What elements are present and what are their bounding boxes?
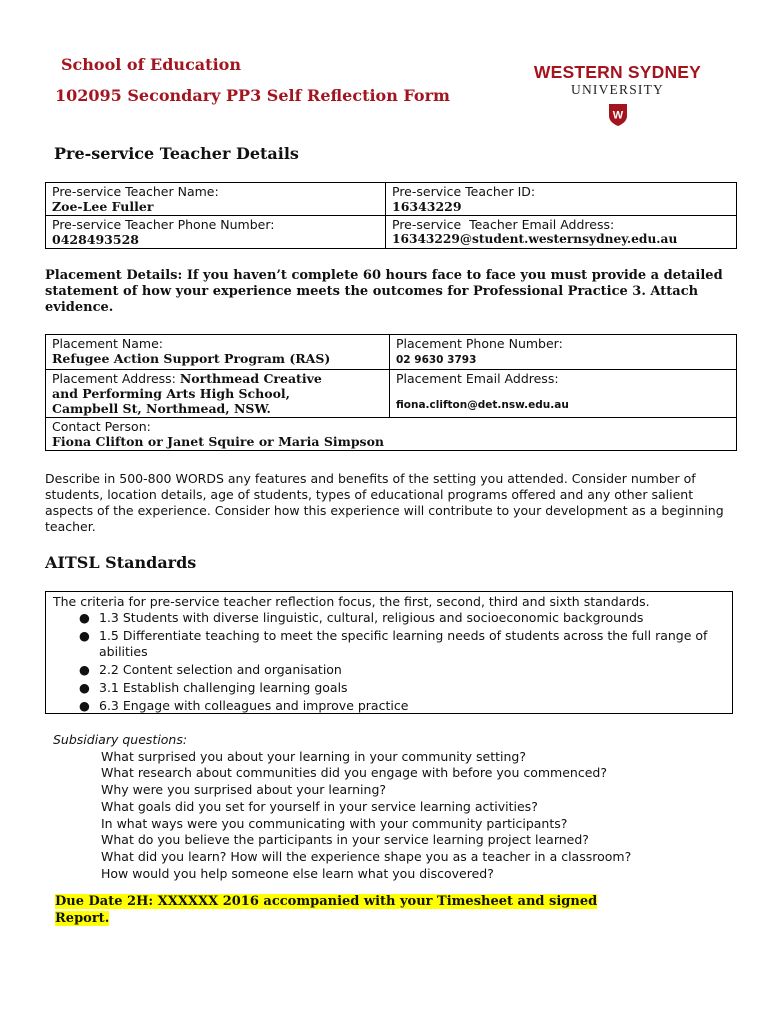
teacher-email-value: 16343229@student.westernsydney.edu.au xyxy=(392,232,678,246)
teacher-details-heading: Pre-service Teacher Details xyxy=(54,144,299,163)
placement-table xyxy=(45,334,737,451)
aitsl-standards-list xyxy=(46,610,726,716)
contact-person-label: Contact Person: xyxy=(52,419,151,434)
logo-line-2: UNIVERSITY xyxy=(571,82,664,97)
subsidiary-title: Subsidiary questions: xyxy=(53,732,188,747)
university-logo xyxy=(530,62,705,131)
due-date-notice xyxy=(55,893,597,927)
bullet-icon: ● xyxy=(79,680,90,695)
logo-line-1: WESTERN SYDNEY xyxy=(533,62,702,82)
question-item: What goals did you set for yourself in your service learning activities? xyxy=(101,798,538,814)
question-item: What research about communities did you engage with before you commenced? xyxy=(101,765,607,781)
teacher-email-cell xyxy=(386,216,737,249)
placement-address-line-1: Northmead Creative xyxy=(179,371,322,386)
placement-name-label: Placement Name: xyxy=(52,336,163,351)
question-item: What did you learn? How will the experience shape you as a teacher in a classroom? xyxy=(101,848,632,864)
list-item: ● 1.5 Differentiate teaching to meet the specific learning needs of students across the full range of abilities xyxy=(79,628,708,659)
teacher-details-table xyxy=(45,182,737,249)
shield-icon xyxy=(608,103,628,127)
bullet-icon: ● xyxy=(79,610,90,625)
placement-address-cell xyxy=(46,370,390,418)
list-item: ● 1.3 Students with diverse linguistic, cultural, religious and socioeconomic backgrounds xyxy=(79,610,644,625)
placement-email-value: fiona.clifton@det.nsw.edu.au xyxy=(396,399,569,411)
school-title: School of Education xyxy=(61,55,241,74)
placement-notice-text: : If you haven’t complete 60 hours face to face you must provide a detailed statement of how your experience meets the outcomes for Professional Practice 3. Attach evidence. xyxy=(45,268,723,315)
due-date-line-2: Report. xyxy=(55,911,110,926)
aitsl-intro: The criteria for pre-service teacher reflection focus, the first, second, third and sixth standards. xyxy=(53,594,650,609)
placement-notice xyxy=(45,268,725,316)
shield-letter: W xyxy=(612,109,623,122)
placement-name-value: Refugee Action Support Program (RAS) xyxy=(52,351,331,366)
question-item: What do you believe the participants in your service learning project learned? xyxy=(101,832,589,848)
form-title: 102095 Secondary PP3 Self Reflection Form xyxy=(55,86,450,105)
contact-person-cell xyxy=(46,418,737,451)
teacher-name-label: Pre-service Teacher Name: xyxy=(52,184,219,199)
list-item: ● 6.3 Engage with colleagues and improve practice xyxy=(79,698,409,713)
placement-address-label: Placement Address: xyxy=(52,371,180,386)
placement-phone-cell xyxy=(390,335,737,370)
question-item: How would you help someone else learn what you discovered? xyxy=(101,865,494,881)
aitsl-standards-box xyxy=(45,591,733,714)
contact-person-value: Fiona Clifton or Janet Squire or Maria Simpson xyxy=(52,434,385,449)
teacher-email-label: Pre-service Teacher Email Address: xyxy=(392,217,615,232)
question-item: Why were you surprised about your learning? xyxy=(101,782,387,798)
bullet-icon: ● xyxy=(79,698,90,713)
due-date-line-1: Due Date 2H: XXXXXX 2016 accompanied with your Timesheet and signed xyxy=(55,894,598,909)
bullet-icon: ● xyxy=(79,662,90,677)
question-item: What surprised you about your learning in your community setting? xyxy=(101,748,526,764)
aitsl-heading: AITSL Standards xyxy=(45,553,197,572)
question-item: In what ways were you communicating with your community participants? xyxy=(101,815,568,831)
placement-email-label: Placement Email Address: xyxy=(396,371,559,386)
placement-phone-label: Placement Phone Number: xyxy=(396,336,563,351)
subsidiary-questions xyxy=(53,732,631,882)
placement-address-line-3: Campbell St, Northmead, NSW. xyxy=(52,401,271,416)
teacher-name-cell xyxy=(46,183,386,216)
teacher-id-label: Pre-service Teacher ID: xyxy=(392,184,536,199)
placement-notice-lead: Placement Details xyxy=(45,268,178,283)
teacher-phone-label: Pre-service Teacher Phone Number: xyxy=(52,217,275,232)
list-item: ● 2.2 Content selection and organisation xyxy=(79,662,342,677)
placement-address-line-2: and Performing Arts High School, xyxy=(52,386,291,401)
teacher-phone-value: 0428493528 xyxy=(52,232,139,247)
teacher-name-value: Zoe-Lee Fuller xyxy=(52,199,154,214)
describe-instructions: Describe in 500-800 WORDS any features and benefits of the setting you attended. Consider number of students, location details, age of students, types of educational programs offered and any other salient aspects of the experience. Consider how this experience will contribute to your development as a beginning teacher. xyxy=(45,471,724,534)
teacher-phone-cell xyxy=(46,216,386,249)
placement-phone-value: 02 9630 3793 xyxy=(396,354,477,366)
list-item: ● 3.1 Establish challenging learning goals xyxy=(79,680,348,695)
teacher-id-cell xyxy=(386,183,737,216)
placement-email-cell xyxy=(390,370,737,418)
bullet-icon: ● xyxy=(79,628,90,643)
placement-name-cell xyxy=(46,335,390,370)
teacher-id-value: 16343229 xyxy=(392,199,462,214)
